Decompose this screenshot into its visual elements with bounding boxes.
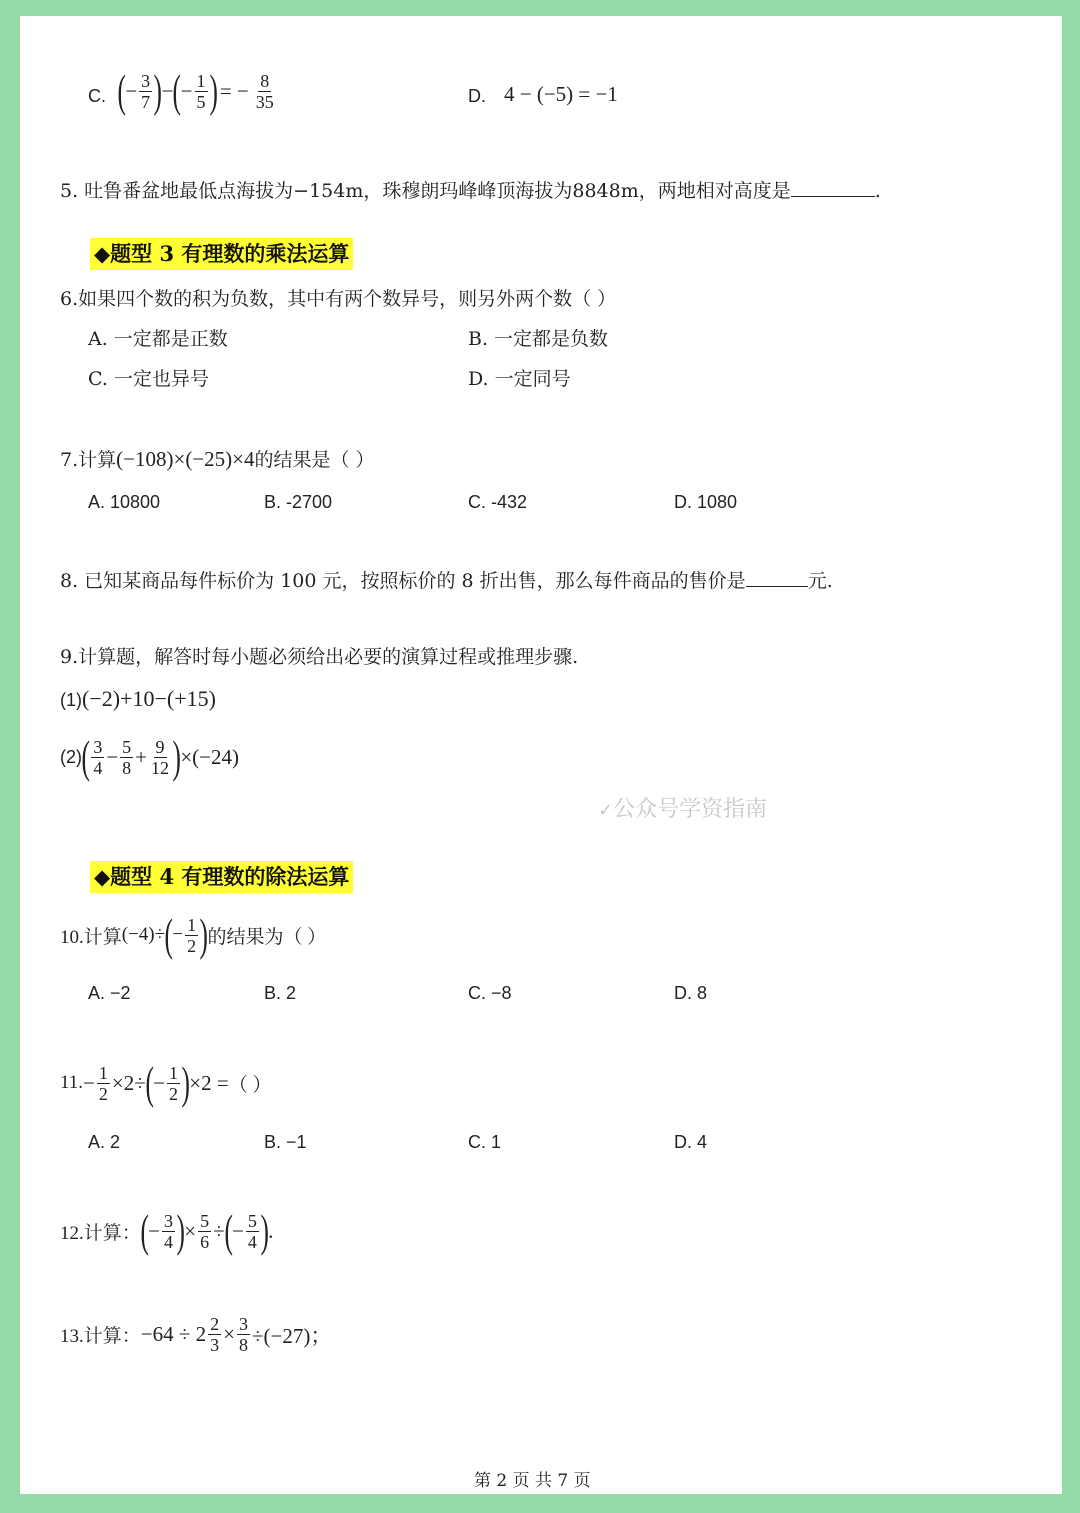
q4-option-c-label: C.: [88, 86, 106, 106]
q10-option-a: A. −2: [88, 983, 131, 1003]
q6-option-a: A. 一定都是正数: [88, 328, 228, 350]
q9-part-1: (1)(−2)+10−(+15): [60, 686, 216, 711]
question-5: 5. 吐鲁番盆地最低点海拔为−154m，珠穆朗玛峰峰顶海拔为8848m，两地相对高度是 .: [60, 176, 881, 204]
q9-part-2: (2) ( $\frac{3}{4}$ − $\frac{5}{8}$ + $\frac{9}{12}$ ) ×(−24): [60, 731, 240, 782]
question-9: 9.计算题，解答时每小题必须给出必要的演算过程或推理步骤.: [60, 646, 579, 668]
section-heading-4: ◆题型 4 有理数的除法运算: [90, 861, 353, 893]
q10-option-b: B. 2: [264, 983, 297, 1003]
q10-option-c: C. −8: [468, 983, 512, 1003]
question-12: 12.计算： ( − $\frac{3}{4}$ ) × $\frac{5}{6}$ ÷ ( − $\frac{5}{4}$ ) .: [60, 1205, 274, 1256]
page-footer: 第 2 页 共 7 页: [474, 1471, 591, 1491]
q6-option-b: B. 一定都是负数: [468, 328, 609, 350]
q11-option-a: A. 2: [88, 1132, 121, 1152]
question-6: 6.如果四个数的积为负数，其中有两个数异号，则另外两个数（ ）: [60, 288, 617, 310]
q8-answer-blank: [746, 566, 808, 587]
watermark-logo-icon: ✓: [598, 800, 614, 821]
q10-option-d: D. 8: [674, 983, 708, 1003]
section-heading-3: ◆题型 3 有理数的乘法运算: [90, 238, 353, 270]
q4-option-d-expression: 4 − (−5) = −1: [504, 82, 618, 106]
q7-option-c: C. -432: [468, 492, 528, 512]
q6-option-d: D. 一定同号: [468, 368, 571, 390]
q11-option-d: D. 4: [674, 1132, 708, 1152]
question-11: 11. − $\frac{1}{2}$ ×2÷ ( − $\frac{1}{2}$ ) ×2 = （ ）: [60, 1057, 272, 1108]
q4-option-d-label: D.: [468, 86, 486, 106]
q11-option-b: B. −1: [264, 1132, 307, 1152]
question-8: 8. 已知某商品每件标价为 100 元，按照标价的 8 折出售，那么每件商品的售价是 元.: [60, 566, 833, 594]
q4-option-c-expression: ( − $\frac{3}{7}$ ) − ( − $\frac{1}{5}$ ) = − $\frac{8}{35}$: [117, 65, 274, 116]
q11-option-c: C. 1: [468, 1132, 502, 1152]
watermark: ✓公众号学资指南: [598, 797, 768, 822]
question-13: 13.计算： −64 ÷ 2 $\frac{2}{3}$ × $\frac{3}{8}$ ÷(−27)；: [60, 1314, 332, 1355]
question-7: 7.计算(−108)×(−25)×4的结果是（ ）: [60, 447, 375, 471]
question-10: 10.计算 (−4)÷ ( − $\frac{1}{2}$ ) 的结果为（ ）: [60, 909, 327, 960]
q7-option-d: D. 1080: [674, 492, 738, 512]
q7-option-b: B. -2700: [264, 492, 333, 512]
q7-option-a: A. 10800: [88, 492, 161, 512]
q6-option-c: C. 一定也异号: [88, 368, 209, 390]
q5-answer-blank: [791, 176, 875, 197]
document-page: [20, 16, 1062, 1494]
